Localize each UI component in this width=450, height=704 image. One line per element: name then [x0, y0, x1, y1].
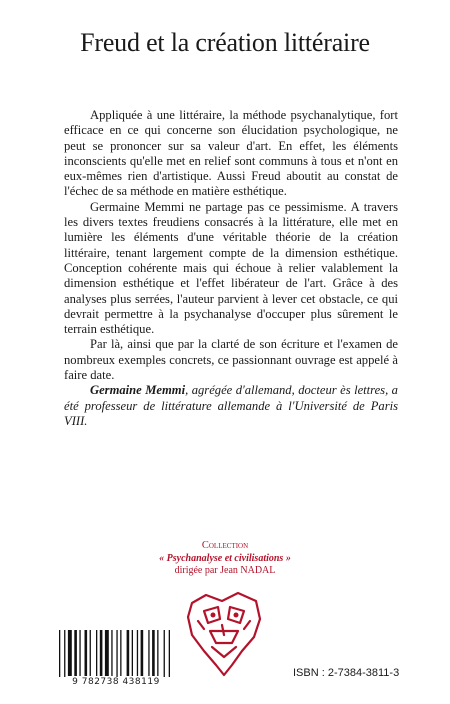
collection-info	[0, 540, 450, 578]
author-name: Germaine Memmi	[90, 383, 186, 398]
book-title: Freud et la création littéraire	[80, 28, 370, 57]
publisher-logo-icon	[182, 585, 267, 680]
author-bio	[64, 383, 398, 429]
blurb-paragraph-3: Par là, ainsi que par la clarté de son écriture et l'examen de nombreux exemples concrets, ce passionnant ouvrage est appelé à faire date.	[64, 337, 398, 383]
collection-director: dirigée par Jean NADAL	[174, 565, 276, 576]
barcode	[55, 630, 177, 690]
barcode-bars-icon	[55, 630, 177, 680]
back-cover-blurb	[64, 108, 398, 429]
isbn: ISBN : 2-7384-3811-3	[293, 667, 400, 679]
collection-name: « Psychanalyse et civilisations »	[159, 552, 291, 564]
blurb-paragraph-2: Germaine Memmi ne partage pas ce pessimisme. A travers les divers textes freudiens consacrés à la littérature, elle met en lumière les éléments d'une véritable théorie de la création littéraire, tenant largement compte de la dimension esthétique. Conception cohérente mais qui échoue à relier valablement la dimension esthétique et l'effet libérateur de l'art. Grâce à des analyses plus serrées, l'auteur parvient à lever cet obstacle, ce qui devrait permettre à la psychanalyse d'occuper plus sûrement le terrain esthétique.	[64, 199, 398, 337]
barcode-digits: 9 782738 438119	[55, 677, 177, 687]
blurb-paragraph-1: Appliquée à une littéraire, la méthode psychanalytique, fort efficace en ce qui concerne son élucidation psychologique, ne peut se prononcer sur sa valeur d'art. En effet, les éléments inconscients qu'elle met en relief sont communs à tous et n'ont en eux-mêmes rien d'artistique. Aussi Freud aboutit au constat de l'échec de sa méthode en matière esthétique.	[64, 108, 398, 199]
collection-label: Collection	[201, 540, 249, 551]
author-bio-text: , agrégée d'allemand, docteur ès lettres, a été professeur de littérature allemande à l'Université de Paris VIII.	[64, 383, 398, 428]
